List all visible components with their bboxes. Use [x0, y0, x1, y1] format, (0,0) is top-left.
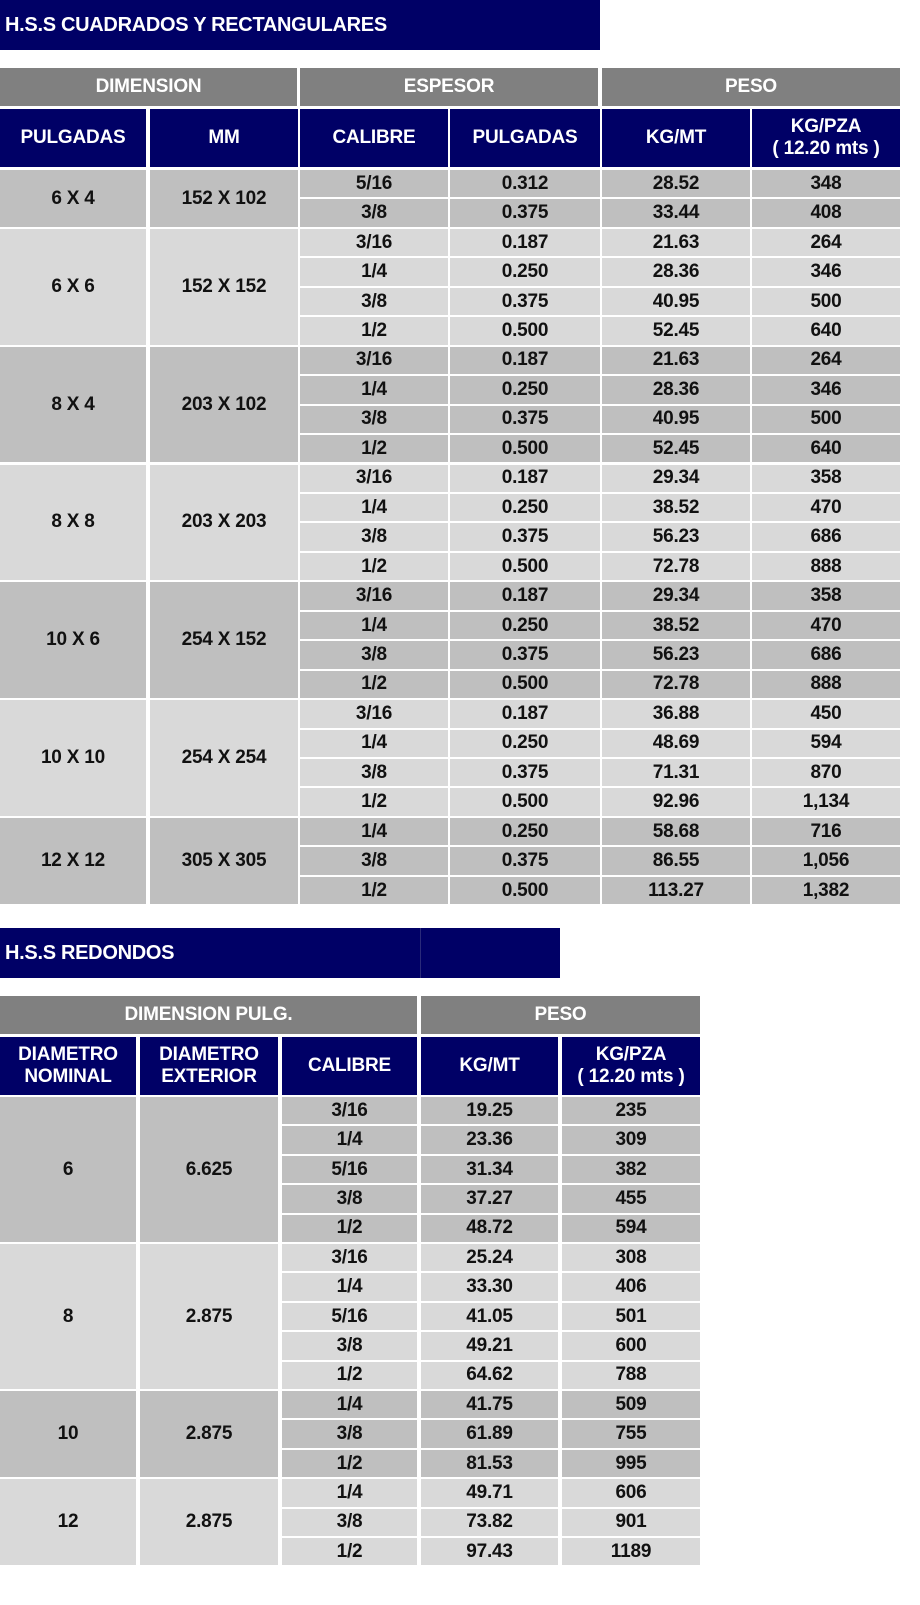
- table1-cell-kg-mt: 33.44: [602, 199, 750, 226]
- table1-cell-mm: 305 X 305: [150, 818, 298, 904]
- table1-cell-mm: 254 X 152: [150, 582, 298, 698]
- table1-group-header-peso: PESO: [602, 68, 900, 106]
- table1-cell-kg-pza: 450: [752, 700, 900, 727]
- table1-cell-calibre: 3/8: [300, 759, 448, 786]
- table2-cell-diametro-exterior: 6.625: [140, 1097, 278, 1242]
- table1-cell-mm: 152 X 102: [150, 170, 298, 227]
- table1-cell-kg-mt: 52.45: [602, 317, 750, 344]
- table1-cell-espesor-pulgadas: 0.250: [450, 376, 600, 403]
- table2-cell-kg-mt: 37.27: [421, 1185, 558, 1212]
- table1-column-header-espesor-pulgadas: PULGADAS: [450, 109, 600, 167]
- table2-cell-kg-pza: 594: [562, 1215, 700, 1242]
- table2-cell-calibre: 1/2: [282, 1362, 417, 1389]
- table1-cell-kg-pza: 640: [752, 317, 900, 344]
- table1-cell-kg-pza: 346: [752, 258, 900, 285]
- table1-cell-kg-mt: 38.52: [602, 494, 750, 521]
- table2-cell-diametro-exterior: 2.875: [140, 1391, 278, 1477]
- table1-cell-pulgadas: 6 X 4: [0, 170, 146, 227]
- table1-cell-kg-mt: 52.45: [602, 435, 750, 462]
- table2-cell-kg-mt: 48.72: [421, 1215, 558, 1242]
- table1-group-header-espesor: ESPESOR: [300, 68, 598, 106]
- table2-cell-calibre: 3/16: [282, 1097, 417, 1124]
- table1-cell-kg-pza: 264: [752, 229, 900, 256]
- table1-cell-kg-mt: 72.78: [602, 553, 750, 580]
- table1-column-header-calibre: CALIBRE: [300, 109, 448, 167]
- table2-cell-kg-pza: 501: [562, 1303, 700, 1330]
- table1-cell-kg-mt: 92.96: [602, 788, 750, 815]
- table1-cell-calibre: 3/16: [300, 229, 448, 256]
- table1-cell-kg-pza: 716: [752, 818, 900, 845]
- table1-cell-mm: 254 X 254: [150, 700, 298, 816]
- table1-cell-calibre: 5/16: [300, 170, 448, 197]
- table2-cell-calibre: 1/4: [282, 1479, 417, 1506]
- table2-cell-calibre: 5/16: [282, 1156, 417, 1183]
- table1-cell-calibre: 3/16: [300, 347, 448, 374]
- table2-cell-diametro-nominal: 10: [0, 1391, 136, 1477]
- table1-cell-espesor-pulgadas: 0.375: [450, 759, 600, 786]
- table2-cell-kg-pza: 600: [562, 1332, 700, 1359]
- table1-cell-espesor-pulgadas: 0.375: [450, 288, 600, 315]
- table1-cell-kg-mt: 56.23: [602, 641, 750, 668]
- table1-cell-pulgadas: 10 X 10: [0, 700, 146, 816]
- table1-cell-espesor-pulgadas: 0.500: [450, 435, 600, 462]
- table2-cell-kg-pza: 509: [562, 1391, 700, 1418]
- table1-cell-calibre: 3/8: [300, 847, 448, 874]
- table1-cell-kg-mt: 29.34: [602, 465, 750, 492]
- table1-cell-mm: 152 X 152: [150, 229, 298, 345]
- table1-cell-espesor-pulgadas: 0.375: [450, 641, 600, 668]
- table2-cell-kg-pza: 235: [562, 1097, 700, 1124]
- table2-cell-kg-mt: 61.89: [421, 1420, 558, 1447]
- table2-cell-kg-pza: 901: [562, 1509, 700, 1536]
- table2-cell-kg-mt: 49.71: [421, 1479, 558, 1506]
- table1-cell-calibre: 3/16: [300, 582, 448, 609]
- table2-cell-kg-pza: 1189: [562, 1538, 700, 1565]
- table1-cell-calibre: 1/2: [300, 317, 448, 344]
- table1-cell-calibre: 1/2: [300, 877, 448, 904]
- table1-cell-calibre: 1/4: [300, 376, 448, 403]
- table1-column-header-kg-pza: KG/PZA ( 12.20 mts ): [752, 109, 900, 167]
- table2-cell-kg-mt: 19.25: [421, 1097, 558, 1124]
- table1-cell-mm: 203 X 203: [150, 465, 298, 581]
- table2-cell-calibre: 3/8: [282, 1509, 417, 1536]
- table1-cell-espesor-pulgadas: 0.312: [450, 170, 600, 197]
- table1-cell-espesor-pulgadas: 0.500: [450, 317, 600, 344]
- table1-cell-calibre: 1/4: [300, 494, 448, 521]
- table1-cell-pulgadas: 8 X 8: [0, 465, 146, 581]
- table1-cell-espesor-pulgadas: 0.187: [450, 347, 600, 374]
- table2-column-header-diametro-nominal: DIAMETRO NOMINAL: [0, 1037, 136, 1095]
- table1-cell-calibre: 1/2: [300, 788, 448, 815]
- table1-cell-calibre: 3/16: [300, 700, 448, 727]
- table2-cell-calibre: 1/2: [282, 1450, 417, 1477]
- table2-cell-kg-pza: 755: [562, 1420, 700, 1447]
- table1-cell-kg-pza: 500: [752, 406, 900, 433]
- table2-cell-kg-mt: 49.21: [421, 1332, 558, 1359]
- table2-cell-calibre: 1/4: [282, 1391, 417, 1418]
- table2-title: [0, 928, 560, 978]
- table1-cell-kg-pza: 264: [752, 347, 900, 374]
- table1-cell-kg-mt: 38.52: [602, 612, 750, 639]
- table2-group-header-peso: PESO: [421, 996, 700, 1034]
- table2-cell-kg-mt: 41.05: [421, 1303, 558, 1330]
- table1-cell-espesor-pulgadas: 0.375: [450, 847, 600, 874]
- table1-cell-espesor-pulgadas: 0.187: [450, 465, 600, 492]
- table2-cell-kg-mt: 25.24: [421, 1244, 558, 1271]
- table1-cell-kg-mt: 58.68: [602, 818, 750, 845]
- table2-cell-kg-mt: 31.34: [421, 1156, 558, 1183]
- table1-cell-kg-mt: 113.27: [602, 877, 750, 904]
- table1-column-header-pulgadas: PULGADAS: [0, 109, 146, 167]
- table2-cell-kg-mt: 97.43: [421, 1538, 558, 1565]
- table2-cell-kg-mt: 23.36: [421, 1126, 558, 1153]
- table1-cell-calibre: 3/8: [300, 641, 448, 668]
- table1-cell-kg-pza: 358: [752, 465, 900, 492]
- table1-cell-pulgadas: 10 X 6: [0, 582, 146, 698]
- table1-cell-kg-pza: 408: [752, 199, 900, 226]
- table1-column-header-mm: MM: [150, 109, 298, 167]
- table2-cell-diametro-nominal: 12: [0, 1479, 136, 1565]
- table1-cell-kg-mt: 40.95: [602, 406, 750, 433]
- table1-cell-espesor-pulgadas: 0.187: [450, 700, 600, 727]
- table1-cell-calibre: 1/2: [300, 553, 448, 580]
- table1-cell-kg-mt: 71.31: [602, 759, 750, 786]
- table2-cell-kg-mt: 81.53: [421, 1450, 558, 1477]
- table1-cell-kg-pza: 686: [752, 523, 900, 550]
- table1-cell-kg-pza: 1,382: [752, 877, 900, 904]
- table2-cell-kg-pza: 788: [562, 1362, 700, 1389]
- table2-cell-calibre: 3/8: [282, 1420, 417, 1447]
- table1-cell-kg-pza: 640: [752, 435, 900, 462]
- table1-cell-pulgadas: 8 X 4: [0, 347, 146, 463]
- table1-cell-espesor-pulgadas: 0.250: [450, 258, 600, 285]
- table1-cell-pulgadas: 12 X 12: [0, 818, 146, 904]
- table2-cell-calibre: 3/8: [282, 1332, 417, 1359]
- table1-cell-espesor-pulgadas: 0.250: [450, 818, 600, 845]
- table1-cell-kg-mt: 36.88: [602, 700, 750, 727]
- table2-cell-calibre: 3/16: [282, 1244, 417, 1271]
- table1-cell-kg-pza: 500: [752, 288, 900, 315]
- table2-title-divider: [420, 928, 421, 978]
- table2-cell-kg-mt: 41.75: [421, 1391, 558, 1418]
- table2-group-header-dimension: DIMENSION PULG.: [0, 996, 417, 1034]
- table1-cell-kg-mt: 29.34: [602, 582, 750, 609]
- table1-cell-calibre: 1/4: [300, 258, 448, 285]
- table1-cell-kg-mt: 72.78: [602, 671, 750, 698]
- table1-cell-kg-pza: 1,056: [752, 847, 900, 874]
- table1-cell-espesor-pulgadas: 0.250: [450, 730, 600, 757]
- table1-cell-calibre: 1/2: [300, 435, 448, 462]
- table2-cell-calibre: 1/4: [282, 1126, 417, 1153]
- table2-cell-kg-pza: 406: [562, 1273, 700, 1300]
- table2-cell-calibre: 1/2: [282, 1215, 417, 1242]
- table1-cell-espesor-pulgadas: 0.375: [450, 199, 600, 226]
- table1-cell-kg-mt: 86.55: [602, 847, 750, 874]
- table2-cell-kg-pza: 382: [562, 1156, 700, 1183]
- table2-cell-diametro-exterior: 2.875: [140, 1244, 278, 1389]
- table2-column-header-kg-mt: KG/MT: [421, 1037, 558, 1095]
- table1-cell-kg-pza: 888: [752, 671, 900, 698]
- table1-cell-kg-mt: 56.23: [602, 523, 750, 550]
- table2-cell-diametro-nominal: 8: [0, 1244, 136, 1389]
- table1-title-text: H.S.S CUADRADOS Y RECTANGULARES: [5, 13, 387, 36]
- table1-cell-kg-mt: 21.63: [602, 347, 750, 374]
- table1-cell-calibre: 1/4: [300, 730, 448, 757]
- table2-cell-kg-pza: 606: [562, 1479, 700, 1506]
- table1-cell-espesor-pulgadas: 0.500: [450, 671, 600, 698]
- table1-cell-kg-mt: 28.36: [602, 376, 750, 403]
- table1-cell-kg-pza: 1,134: [752, 788, 900, 815]
- table1-cell-calibre: 3/16: [300, 465, 448, 492]
- table1-cell-kg-mt: 28.52: [602, 170, 750, 197]
- table1-cell-kg-pza: 358: [752, 582, 900, 609]
- table1-cell-espesor-pulgadas: 0.375: [450, 523, 600, 550]
- table1-cell-kg-pza: 348: [752, 170, 900, 197]
- table1-column-header-kg-mt: KG/MT: [602, 109, 750, 167]
- table1-cell-kg-pza: 870: [752, 759, 900, 786]
- table2-cell-calibre: 1/2: [282, 1538, 417, 1565]
- table1-cell-calibre: 1/4: [300, 818, 448, 845]
- table2-cell-kg-pza: 309: [562, 1126, 700, 1153]
- table1-cell-espesor-pulgadas: 0.500: [450, 788, 600, 815]
- table1-cell-espesor-pulgadas: 0.187: [450, 582, 600, 609]
- table1-cell-espesor-pulgadas: 0.375: [450, 406, 600, 433]
- table2-cell-calibre: 3/8: [282, 1185, 417, 1212]
- table1-cell-espesor-pulgadas: 0.250: [450, 612, 600, 639]
- table1-cell-kg-mt: 28.36: [602, 258, 750, 285]
- table2-title-text: H.S.S REDONDOS: [5, 941, 175, 964]
- table2-cell-kg-mt: 64.62: [421, 1362, 558, 1389]
- table1-group-header-dimension: DIMENSION: [0, 68, 297, 106]
- table1-cell-espesor-pulgadas: 0.187: [450, 229, 600, 256]
- table2-cell-kg-mt: 73.82: [421, 1509, 558, 1536]
- table2-column-header-diametro-exterior: DIAMETRO EXTERIOR: [140, 1037, 278, 1095]
- table2-cell-kg-mt: 33.30: [421, 1273, 558, 1300]
- table1-cell-calibre: 3/8: [300, 199, 448, 226]
- table1-cell-kg-pza: 470: [752, 612, 900, 639]
- table1-cell-pulgadas: 6 X 6: [0, 229, 146, 345]
- table1-cell-espesor-pulgadas: 0.500: [450, 553, 600, 580]
- table2-cell-kg-pza: 308: [562, 1244, 700, 1271]
- table1-cell-kg-pza: 888: [752, 553, 900, 580]
- table1-title: [0, 0, 600, 50]
- table2-cell-kg-pza: 995: [562, 1450, 700, 1477]
- table1-cell-calibre: 3/8: [300, 523, 448, 550]
- table2-cell-diametro-exterior: 2.875: [140, 1479, 278, 1565]
- table2-column-header-kg-pza: KG/PZA ( 12.20 mts ): [562, 1037, 700, 1095]
- table1-cell-calibre: 1/2: [300, 671, 448, 698]
- table1-cell-espesor-pulgadas: 0.500: [450, 877, 600, 904]
- table1-cell-kg-mt: 40.95: [602, 288, 750, 315]
- table1-cell-kg-mt: 48.69: [602, 730, 750, 757]
- table1-cell-calibre: 1/4: [300, 612, 448, 639]
- table2-cell-calibre: 5/16: [282, 1303, 417, 1330]
- table1-cell-kg-pza: 594: [752, 730, 900, 757]
- table1-cell-kg-mt: 21.63: [602, 229, 750, 256]
- table1-cell-espesor-pulgadas: 0.250: [450, 494, 600, 521]
- table1-cell-kg-pza: 346: [752, 376, 900, 403]
- table2-cell-diametro-nominal: 6: [0, 1097, 136, 1242]
- table1-cell-mm: 203 X 102: [150, 347, 298, 463]
- table2-cell-calibre: 1/4: [282, 1273, 417, 1300]
- table2-column-header-calibre: CALIBRE: [282, 1037, 417, 1095]
- table1-cell-kg-pza: 470: [752, 494, 900, 521]
- table1-cell-calibre: 3/8: [300, 406, 448, 433]
- table2-cell-kg-pza: 455: [562, 1185, 700, 1212]
- table1-cell-kg-pza: 686: [752, 641, 900, 668]
- table1-cell-calibre: 3/8: [300, 288, 448, 315]
